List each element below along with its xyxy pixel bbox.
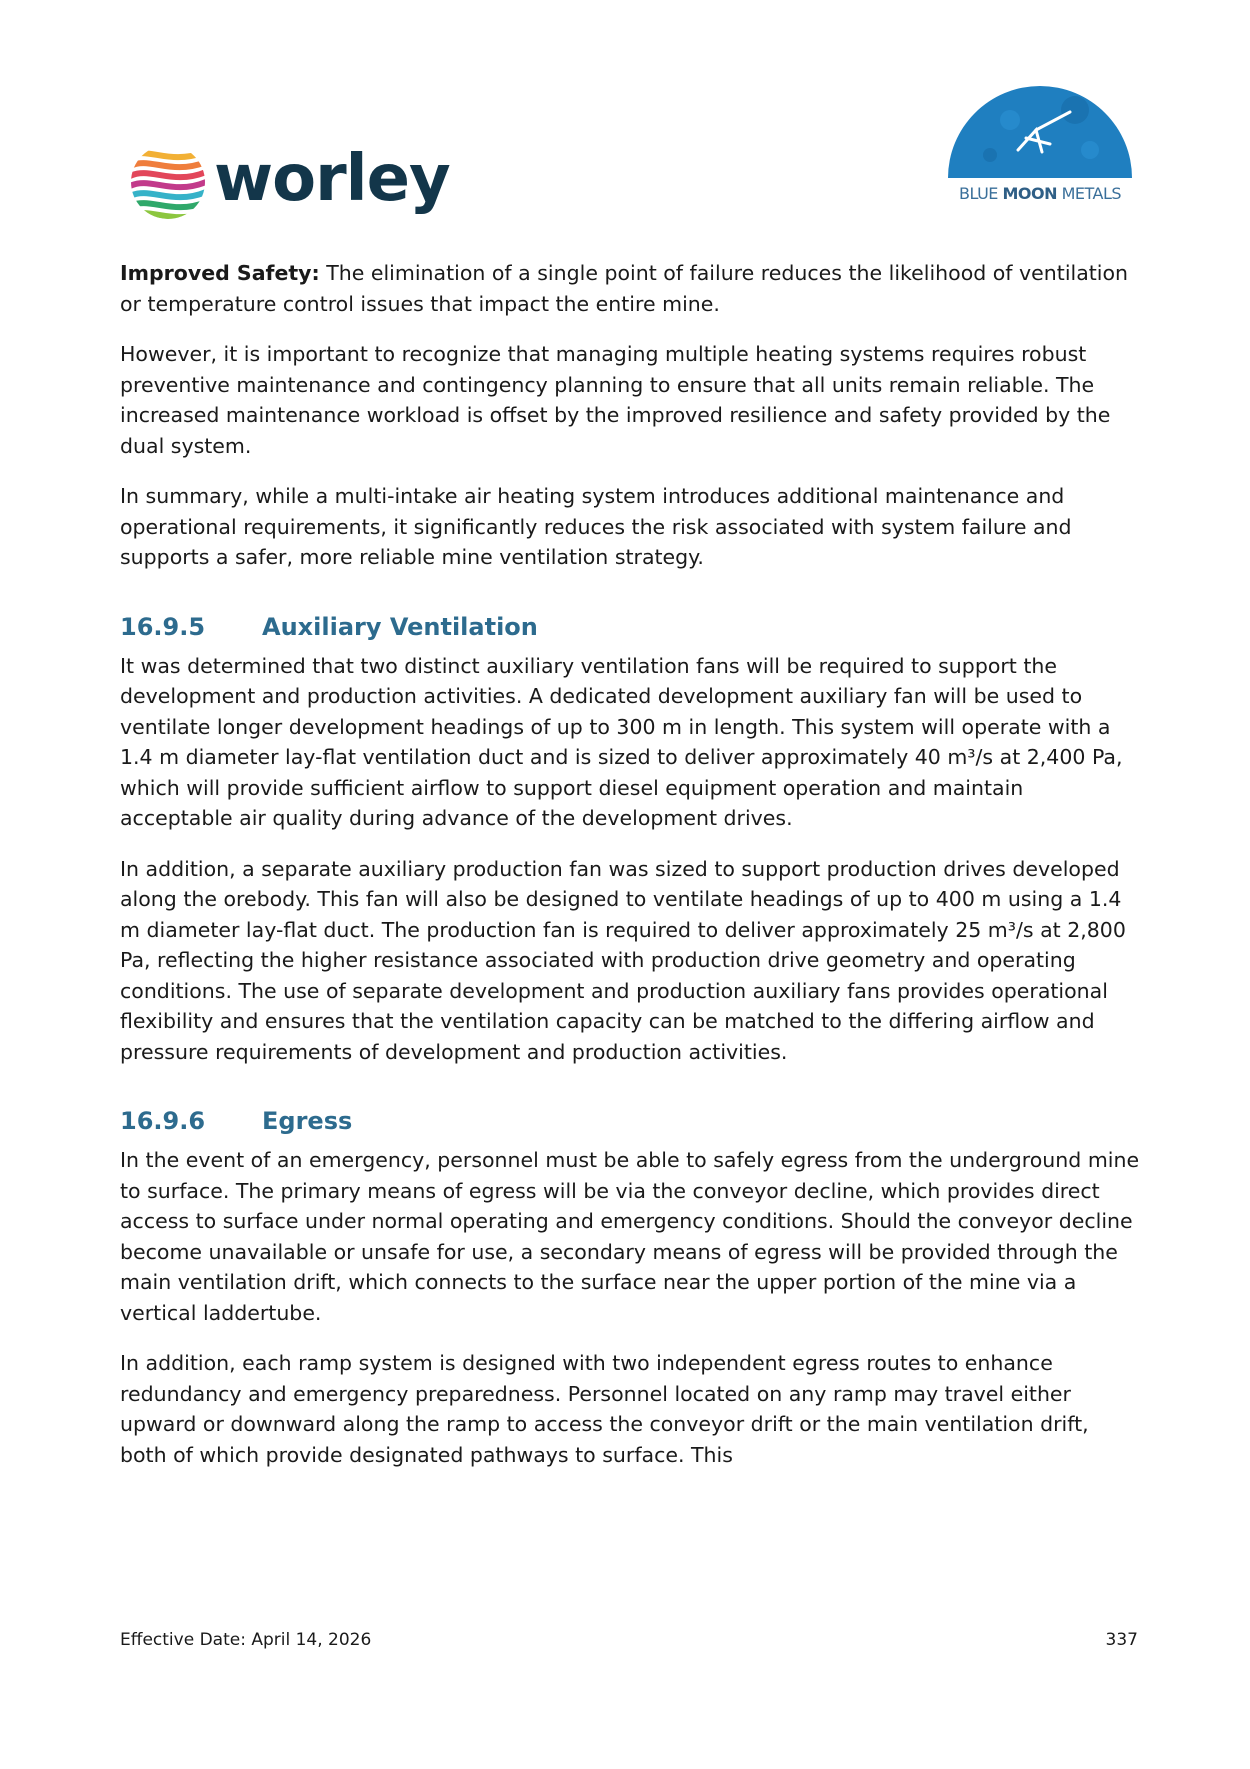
paragraph: In addition, each ramp system is designed with two independent egress routes to enhance redundancy and emergency preparedness. Personnel located on any ramp may travel either upward or downward along the ramp to access the conveyor drift or the main ventilation drift, both of which provide designated pathways to surface. This — [120, 1351, 1089, 1467]
section-number: 16.9.6 — [120, 1107, 206, 1135]
section-title: Auxiliary Ventilation — [262, 612, 538, 641]
paragraph: In addition, a separate auxiliary production fan was sized to support production drives developed along the orebody. This fan will also be designed to ventilate headings of up to 400 m using a 1.4 m diameter lay-flat duct. The production fan is required to deliver approximately 25 m³/s at 2,800 Pa, reflecting the higher resistance associated with production drive geometry and operating conditions. The use of separate development and production auxiliary fans provides operational flexibility and ensures that the ventilation capacity can be matched to the differing airflow and pressure requirements of development and production activities. — [120, 856, 1126, 1064]
paragraph-lead: Improved Safety: — [120, 261, 320, 285]
worley-logo — [128, 138, 458, 228]
blue-moon-metals-logo — [940, 80, 1140, 210]
section-number: 16.9.5 — [120, 612, 206, 641]
worley-swirl-icon — [128, 142, 208, 222]
worley-wordmark: worley — [214, 142, 450, 216]
paragraph-improved-safety — [120, 258, 1140, 319]
blue-moon-icon — [940, 80, 1140, 180]
document-body — [120, 258, 1140, 1490]
paragraph: It was determined that two distinct auxiliary ventilation fans will be required to support the development and production activities. A dedicated development auxiliary fan will be used to ventilate longer development headings of up to 300 m in length. This system will operate with a 1.4 m diameter lay-flat ventilation duct and is sized to deliver approximately 40 m³/s at 2,400 Pa, which will provide sufficient airflow to support diesel equipment operation and maintain acceptable air quality during advance of the development drives. — [120, 653, 1123, 830]
paragraph-text: The elimination of a single point of failure reduces the likelihood of ventilation or temperature control issues that impact the entire mine. — [120, 261, 1129, 316]
paragraph: In the event of an emergency, personnel must be able to safely egress from the underground mine to surface. The primary means of egress will be via the conveyor decline, which provides direct access to surface under normal operating and emergency conditions. Should the conveyor decline become unavailable or unsafe for use, a secondary means of egress will be provided through the main ventilation drift, which connects to the surface near the upper portion of the mine via a vertical laddertube. — [120, 1148, 1140, 1325]
section-title: Egress — [262, 1107, 353, 1135]
section-heading-egress — [120, 1105, 1140, 1137]
footer-effective-date: Effective Date: April 14, 2026 — [120, 1630, 372, 1650]
blue-moon-metals-wordmark: BLUE MOON METALS — [958, 184, 1122, 203]
paragraph: However, it is important to recognize that managing multiple heating systems requires robust preventive maintenance and contingency planning to ensure that all units remain reliable. The increased maintenance workload is offset by the improved resilience and safety provided by the dual system. — [120, 342, 1111, 458]
footer-page-number: 337 — [1105, 1630, 1138, 1650]
paragraph: In summary, while a multi-intake air heating system introduces additional maintenance and operational requirements, it significantly reduces the risk associated with system failure and supports a safer, more reliable mine ventilation strategy. — [120, 484, 1072, 569]
section-heading-auxiliary-ventilation — [120, 611, 1140, 643]
